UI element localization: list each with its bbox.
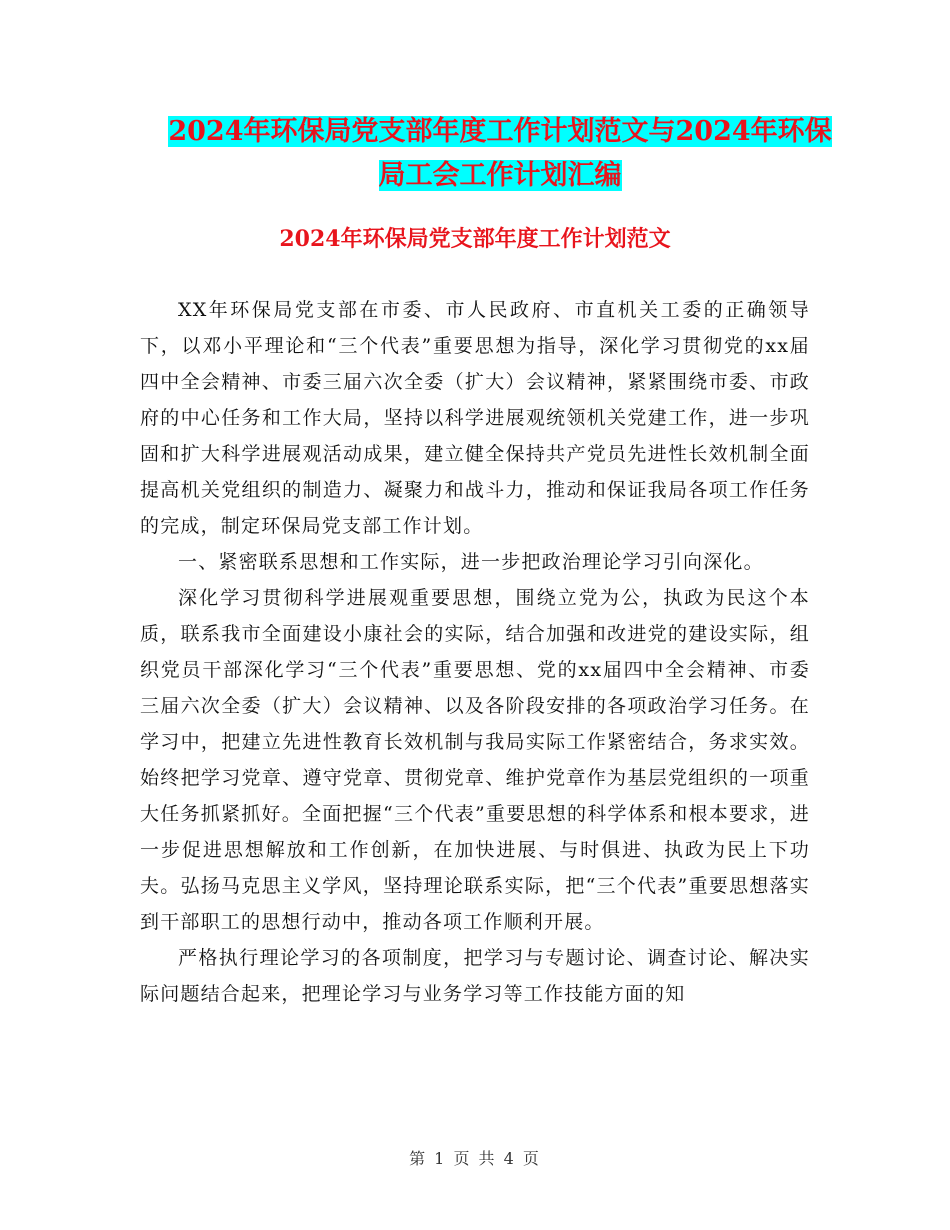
paragraph-study: 深化学习贯彻科学进展观重要思想，围绕立党为公，执政为民这个本质，联系我市全面建设小康社会的实际，结合加强和改进党的建设实际，组织党员干部深化学习“三个代表”重要思想、党的xx届四中全会精神、市委三届六次全委（扩大）会议精神、以及各阶段安排的各项政治学习任务。在学习中，把建立先进性教育长效机制与我局实际工作紧密结合，务求实效。始终把学习党章、遵守党章、贯彻党章、维护党章作为基层党组织的一项重大任务抓紧抓好。全面把握“三个代表”重要思想的科学体系和根本要求，进一步促进思想解放和工作创新，在加快进展、与时俱进、执政为民上下功夫。弘扬马克思主义学风，坚持理论联系实际，把“三个代表”重要思想落实到干部职工的思想行动中，推动各项工作顺利开展。 <box>140 587 810 933</box>
document-title-line-2: 局工会工作计划汇编 <box>378 160 622 191</box>
page-number-footer: 第 1 页 共 4 页 <box>409 1149 541 1168</box>
section-title: 2024年环保局党支部年度工作计划范文 <box>279 226 671 252</box>
document-title <box>140 110 860 198</box>
document-body <box>140 292 810 1012</box>
paragraph-intro: XX年环保局党支部在市委、市人民政府、市直机关工委的正确领导下，以邓小平理论和“三个代表”重要思想为指导，深化学习贯彻党的xx届四中全会精神、市委三届六次全委（扩大）会议精神，紧紧围绕市委、市政府的中心任务和工作大局，坚持以科学进展观统领机关党建工作，进一步巩固和扩大科学进展观活动成果，建立健全保持共产党员先进性长效机制全面提高机关党组织的制造力、凝聚力和战斗力，推动和保证我局各项工作任务的完成，制定环保局党支部工作计划。 <box>140 299 810 537</box>
paragraph-rules: 严格执行理论学习的各项制度，把学习与专题讨论、调查讨论、解决实际问题结合起来，把理论学习与业务学习等工作技能方面的知 <box>140 947 810 1005</box>
document-title-line-1: 2024年环保局党支部年度工作计划范文与2024年环保 <box>168 116 832 147</box>
paragraph-heading-1: 一、紧密联系思想和工作实际，进一步把政治理论学习引向深化。 <box>178 551 764 573</box>
